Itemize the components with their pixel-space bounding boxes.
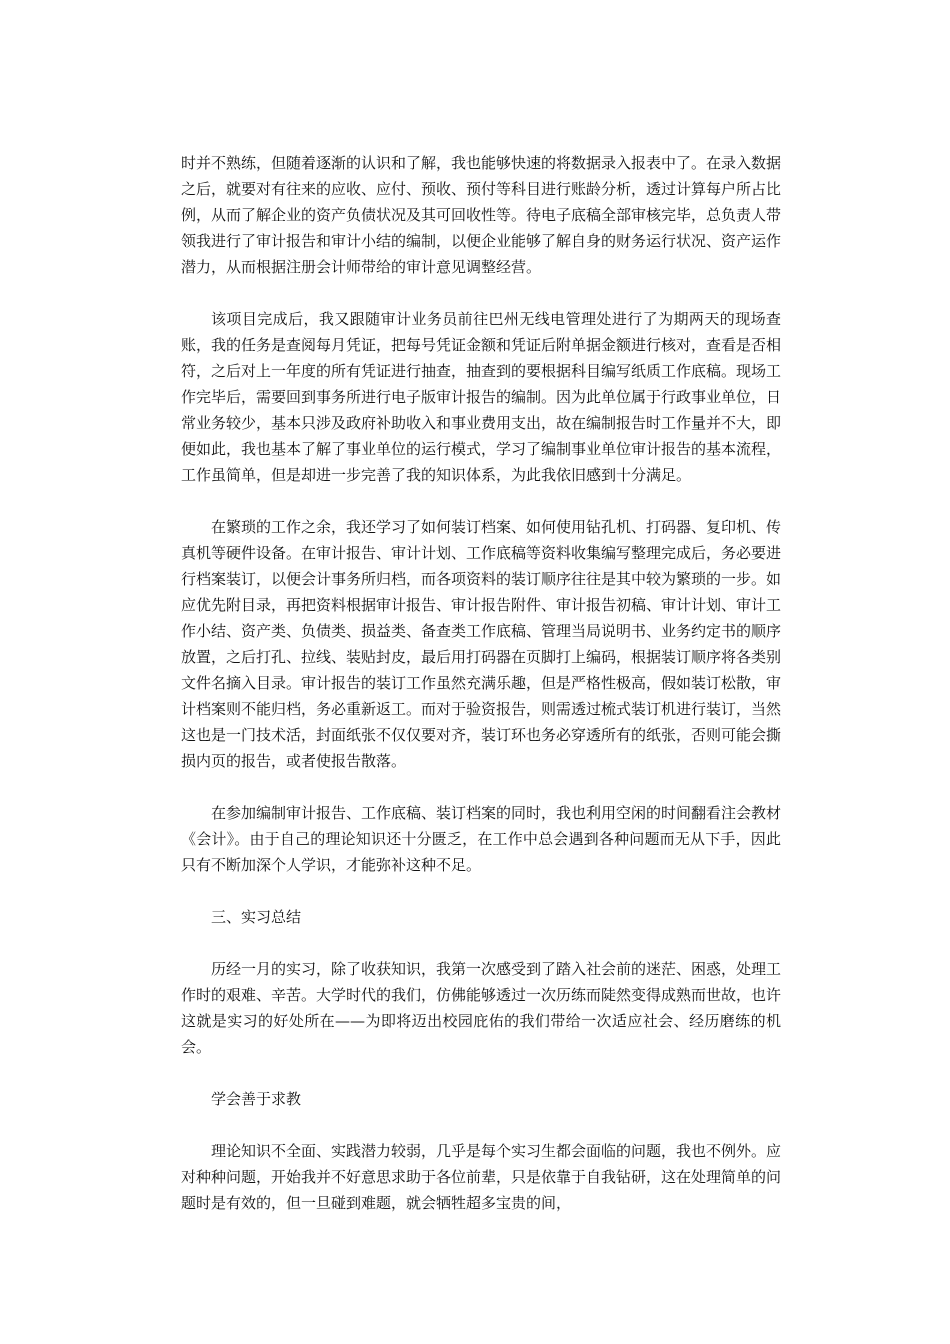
paragraph-6: 理论知识不全面、实践潜力较弱，几乎是每个实习生都会面临的问题，我也不例外。应对种种问题，开始我并不好意思求助于各位前辈，只是依靠于自我钻研，这在处理简单的问题时是有效的，但一旦碰到难题，就会牺牲超多宝贵的间， [181,1142,782,1212]
paragraph-4: 在参加编制审计报告、工作底稿、装订档案的同时，我也利用空闲的时间翻看注会教材《会计》。由于自己的理论知识还十分匮乏，在工作中总会遇到各种问题而无从下手，因此只有不断加深个人学识，才能弥补这种不足。 [181,804,782,874]
section-heading-summary: 三、实习总结 [211,908,302,926]
paragraph-3: 在繁琐的工作之余，我还学习了如何装订档案、如何使用钻孔机、打码器、复印机、传真机等硬件设备。在审计报告、审计计划、工作底稿等资料收集编写整理完成后，务必要进行档案装订，以便会计事务所归档，而各项资料的装订顺序往往是其中较为繁琐的一步。如应优先附目录，再把资料根据审计报告、审计报告附件、审计报告初稿、审计计划、审计工作小结、资产类、负债类、损益类、备查类工作底稿、管理当局说明书、业务约定书的顺序放置，之后打孔、拉线、装贴封皮，最后用打码器在页脚打上编码，根据装订顺序将各类别文件名摘入目录。审计报告的装订工作虽然充满乐趣，但是严格性极高，假如装订松散，审计档案则不能归档，务必重新返工。而对于验资报告，则需透过梳式装订机进行装订，当然这也是一门技术活，封面纸张不仅仅要对齐，装订环也务必穿透所有的纸张，否则可能会撕损内页的报告，或者使报告散落。 [181,518,782,770]
paragraph-1: 时并不熟练，但随着逐渐的认识和了解，我也能够快速的将数据录入报表中了。在录入数据之后，就要对有往来的应收、应付、预收、预付等科目进行账龄分析，透过计算每户所占比例，从而了解企业的资产负债状况及其可回收性等。待电子底稿全部审核完毕，总负责人带领我进行了审计报告和审计小结的编制，以便企业能够了解自身的财务运行状况、资产运作潜力，从而根据注册会计师带给的审计意见调整经营。 [181,154,782,276]
document-page [181,150,781,1216]
paragraph-5: 历经一月的实习，除了收获知识，我第一次感受到了踏入社会前的迷茫、困惑，处理工作时的艰难、辛苦。大学时代的我们，仿佛能够透过一次历练而陡然变得成熟而世故，也许这就是实习的好处所在——为即将迈出校园庇佑的我们带给一次适应社会、经历磨练的机会。 [181,960,782,1056]
subheading-learn-to-ask: 学会善于求教 [211,1090,302,1108]
paragraph-2: 该项目完成后，我又跟随审计业务员前往巴州无线电管理处进行了为期两天的现场查账，我的任务是查阅每月凭证，把每号凭证金额和凭证后附单据金额进行核对，查看是否相符，之后对上一年度的所有凭证进行抽查，抽查到的要根据科目编写纸质工作底稿。现场工作完毕后，需要回到事务所进行电子版审计报告的编制。因为此单位属于行政事业单位，日常业务较少，基本只涉及政府补助收入和事业费用支出，故在编制报告时工作量并不大，即便如此，我也基本了解了事业单位的运行模式，学习了编制事业单位审计报告的基本流程，工作虽简单，但是却进一步完善了我的知识体系，为此我依旧感到十分满足。 [181,310,782,484]
